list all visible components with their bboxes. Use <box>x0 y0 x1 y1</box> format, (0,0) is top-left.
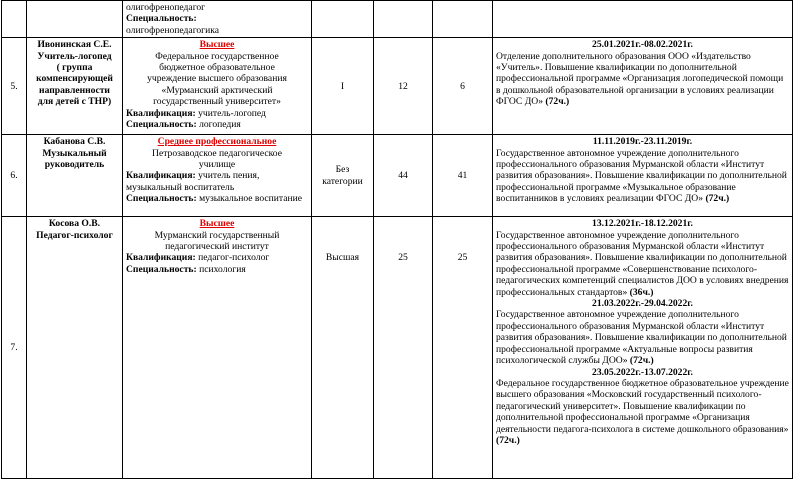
spec-label: Специальность: <box>126 263 197 275</box>
qualification-label: Квалификация: <box>126 107 196 119</box>
qualification-label: Квалификация: <box>126 170 196 182</box>
category-cell: Высшая <box>312 217 374 479</box>
course-dates: 23.05.2022г.-13.07.2022г. <box>592 366 693 378</box>
course-dates: 21.03.2022г.-29.04.2022г. <box>592 298 693 310</box>
qualification-value: учитель-логопед <box>198 107 266 119</box>
courses-cell <box>493 38 793 135</box>
table-row <box>2 135 793 217</box>
education-cell <box>123 217 312 479</box>
employee-name-cell <box>27 217 123 479</box>
institution-line: Федеральное государственное <box>155 50 279 62</box>
institution-line: бюджетное образовательное <box>159 62 275 74</box>
total-experience: 25 <box>374 217 433 479</box>
institution-line: государственный университет» <box>153 96 281 108</box>
total-experience: 44 <box>374 135 433 217</box>
ped-experience: 41 <box>433 135 493 217</box>
education-level: Высшее <box>199 218 235 230</box>
table-row <box>2 217 793 479</box>
education-cell <box>123 38 312 135</box>
education-level: Высшее <box>199 39 235 51</box>
qualification-value: учитель пения, музыкальный воспитатель <box>126 170 260 193</box>
spec-value: логопедия <box>199 119 241 131</box>
row-number: 5. <box>2 38 27 135</box>
institution-line: педагогический институт <box>165 241 269 253</box>
name-line: ( группа <box>56 62 93 74</box>
table-row <box>2 38 793 135</box>
category-cell: I <box>312 38 374 135</box>
spec-value: музыкальное воспитание <box>199 193 303 205</box>
course-hours: (36ч.) <box>629 286 654 298</box>
institution-line: учреждение высшего образования <box>147 73 287 85</box>
course-hours: (72ч.) <box>705 193 730 205</box>
course-hours: (72ч.) <box>629 355 654 367</box>
name-line: Кабанова С.В. <box>43 136 106 148</box>
category-cell: Без категории <box>312 135 374 217</box>
institution-line: «Мурманский арктический <box>161 84 273 96</box>
course-text: Государственное автономное учреждение дополнительного профессионального образования Мурманской области «Институт развития образования». Повышение квалификации по дополнительной профессиональной программе «Актуальные вопросы развития психологической службы ДОО» <box>496 309 787 367</box>
employee-name-cell <box>27 135 123 217</box>
row-number: 6. <box>2 135 27 217</box>
course-text: Федеральное государственное бюджетное образовательное учреждение высшего образования «Московский государственный психолого-педагогический университет». Повышение квалификации по дополнительной профессиональной программе «Организация деятельности педагога-психолога в системе дошкольного образования» <box>496 377 789 435</box>
table-row-continued <box>2 1 793 38</box>
institution-line: училище <box>198 159 236 171</box>
course-dates: 11.11.2019г.-23.11.2019г. <box>592 136 693 148</box>
courses-cell <box>493 1 793 38</box>
ped-experience: 25 <box>433 217 493 479</box>
courses-cell <box>493 217 793 479</box>
spec-label: Специальность: <box>126 119 197 131</box>
name-line: руководитель <box>44 159 105 171</box>
course-hours: (72ч.) <box>545 96 570 108</box>
name-cell <box>27 1 123 38</box>
spec-label: Специальность: <box>126 193 197 205</box>
course-hours: (72ч.) <box>496 434 520 446</box>
name-line: компенсирующей <box>36 73 113 85</box>
name-line: Ивонинская С.Е. <box>37 39 112 51</box>
spec-value: психология <box>199 263 246 275</box>
course-text: Государственное автономное учреждение дополнительного профессионального образования Мурманской области «Институт развития образования». Повышение квалификации по дополнительной профессиональной программе «Совершенствование психолого-педагогических компетенций специалистов ДОО в условиях внедрения профессиональных стандартов» <box>496 229 789 298</box>
spec-value: олигофренопедагогика <box>126 24 220 36</box>
ped-exp-cell <box>433 1 493 38</box>
course-text: Государственное автономное учреждение дополнительного профессионального образования Мурманской области «Институт развития образования». Повышение квалификации по дополнительной профессиональной программе «Музыкальное образование воспитанников в условиях реализации ФГОС ДО» <box>496 147 787 205</box>
staff-table <box>1 0 793 479</box>
institution-line: Петрозаводское педагогическое <box>152 147 282 159</box>
name-line: Косова О.В. <box>48 218 101 230</box>
ped-experience: 6 <box>433 38 493 135</box>
qualification-value: педагог-психолог <box>198 252 270 264</box>
course-dates: 13.12.2021г.-18.12.2021г. <box>592 218 693 230</box>
education-line: олигофренопедагог <box>126 2 206 13</box>
education-cell <box>123 135 312 217</box>
name-line: Музыкальный <box>42 147 107 159</box>
education-cell <box>123 1 312 38</box>
institution-line: Мурманский государственный <box>154 229 280 241</box>
name-line: Учитель-логопед <box>37 50 112 62</box>
employee-name-cell <box>27 38 123 135</box>
name-line: направленности <box>39 84 110 96</box>
num-cell <box>2 1 27 38</box>
qualification-label: Квалификация: <box>126 252 196 264</box>
row-number: 7. <box>2 217 27 479</box>
course-dates: 25.01.2021г.-08.02.2021г. <box>592 39 693 51</box>
course-text: Отделение дополнительного образования ООО «Издательство «Учитель». Повышение квалификации по дополнительной профессиональной программе «Организация логопедической помощи в дошкольной образовательной организации в условиях реализации ФГОС ДО» <box>496 50 784 108</box>
name-line: для детей с ТНР) <box>37 96 112 108</box>
total-exp-cell <box>374 1 433 38</box>
courses-cell <box>493 135 793 217</box>
category-cell <box>312 1 374 38</box>
education-level: Среднее профессиональное <box>157 136 277 148</box>
total-experience: 12 <box>374 38 433 135</box>
spec-label: Специальность: <box>126 13 197 25</box>
name-line: Педагог-психолог <box>36 229 113 241</box>
